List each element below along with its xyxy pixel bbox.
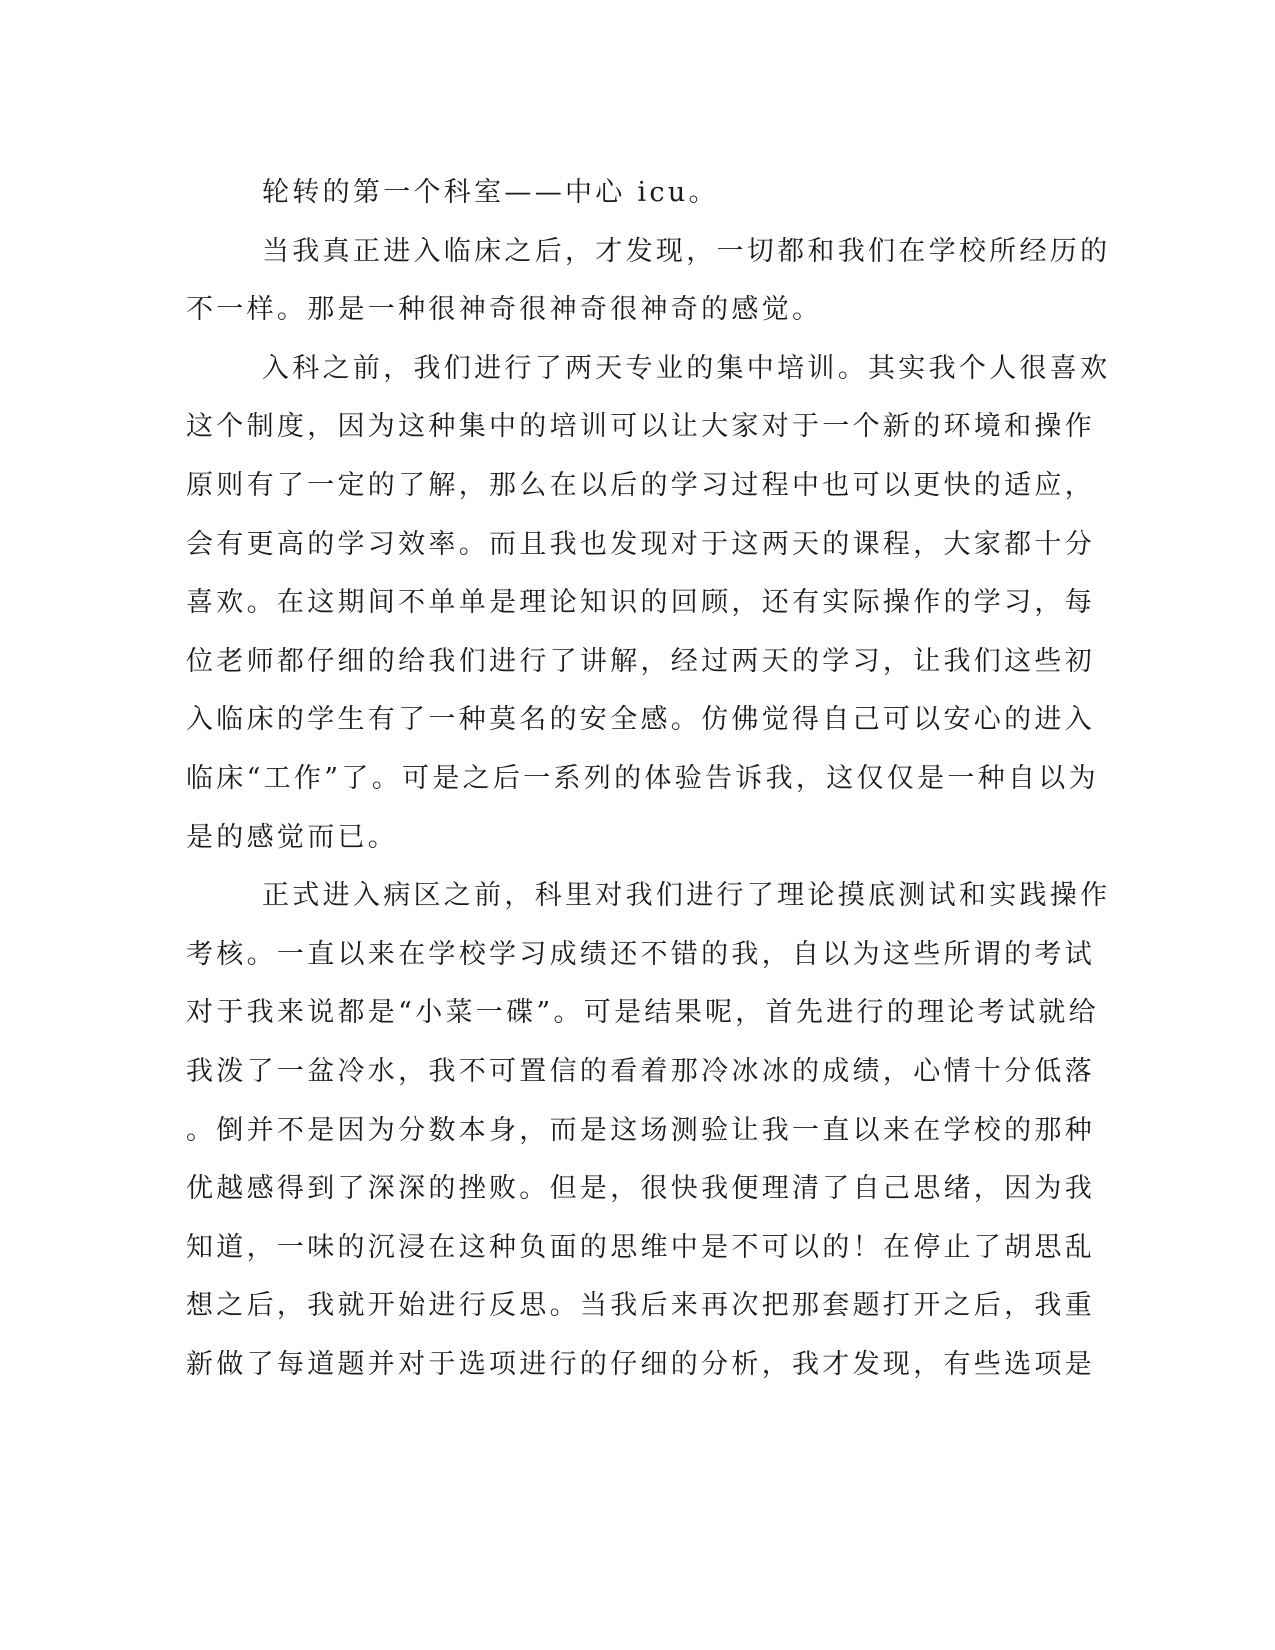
text-line: 想之后，我就开始进行反思。当我后来再次把那套题打开之后，我重 (186, 1290, 1095, 1322)
text-line: 当我真正进入临床之后，才发现，一切都和我们在学校所经历的 (262, 235, 1111, 267)
text-line: 不一样。那是一种很神奇很神奇很神奇的感觉。 (186, 294, 823, 326)
body-text (186, 164, 1111, 1394)
text-line: 入科之前，我们进行了两天专业的集中培训。其实我个人很喜欢 (262, 352, 1111, 384)
text-line: 我泼了一盆冷水，我不可置信的看着那冷冰冰的成绩，心情十分低落 (186, 1055, 1095, 1087)
text-line: 。倒并不是因为分数本身，而是这场测验让我一直以来在学校的那种 (186, 1114, 1095, 1146)
text-line: 正式进入病区之前，科里对我们进行了理论摸底测试和实践操作 (262, 880, 1111, 912)
text-line: 对于我来说都是“小菜一碟”。可是结果呢，首先进行的理论考试就给 (186, 997, 1099, 1029)
text-line: 这个制度，因为这种集中的培训可以让大家对于一个新的环境和操作 (186, 411, 1095, 443)
text-line: 新做了每道题并对于选项进行的仔细的分析，我才发现，有些选项是 (186, 1348, 1095, 1380)
text-line: 临床“工作”了。可是之后一系列的体验告诉我，这仅仅是一种自以为 (186, 762, 1099, 794)
text-line: 位老师都仔细的给我们进行了讲解，经过两天的学习，让我们这些初 (186, 645, 1095, 677)
text-line: 考核。一直以来在学校学习成绩还不错的我，自以为这些所谓的考试 (186, 938, 1095, 970)
text-line: 喜欢。在这期间不单单是理论知识的回顾，还有实际操作的学习，每 (186, 587, 1095, 619)
text-line: 轮转的第一个科室——中心 icu。 (262, 177, 719, 208)
text-line: 是的感觉而已。 (186, 821, 399, 853)
text-line: 知道，一味的沉浸在这种负面的思维中是不可以的！在停止了胡思乱 (186, 1231, 1095, 1263)
text-line: 原则有了一定的了解，那么在以后的学习过程中也可以更快的适应， (186, 469, 1095, 501)
text-line: 入临床的学生有了一种莫名的安全感。仿佛觉得自己可以安心的进入 (186, 704, 1095, 736)
text-line: 会有更高的学习效率。而且我也发现对于这两天的课程，大家都十分 (186, 528, 1095, 560)
text-line: 优越感得到了深深的挫败。但是，很快我便理清了自己思绪，因为我 (186, 1173, 1095, 1205)
